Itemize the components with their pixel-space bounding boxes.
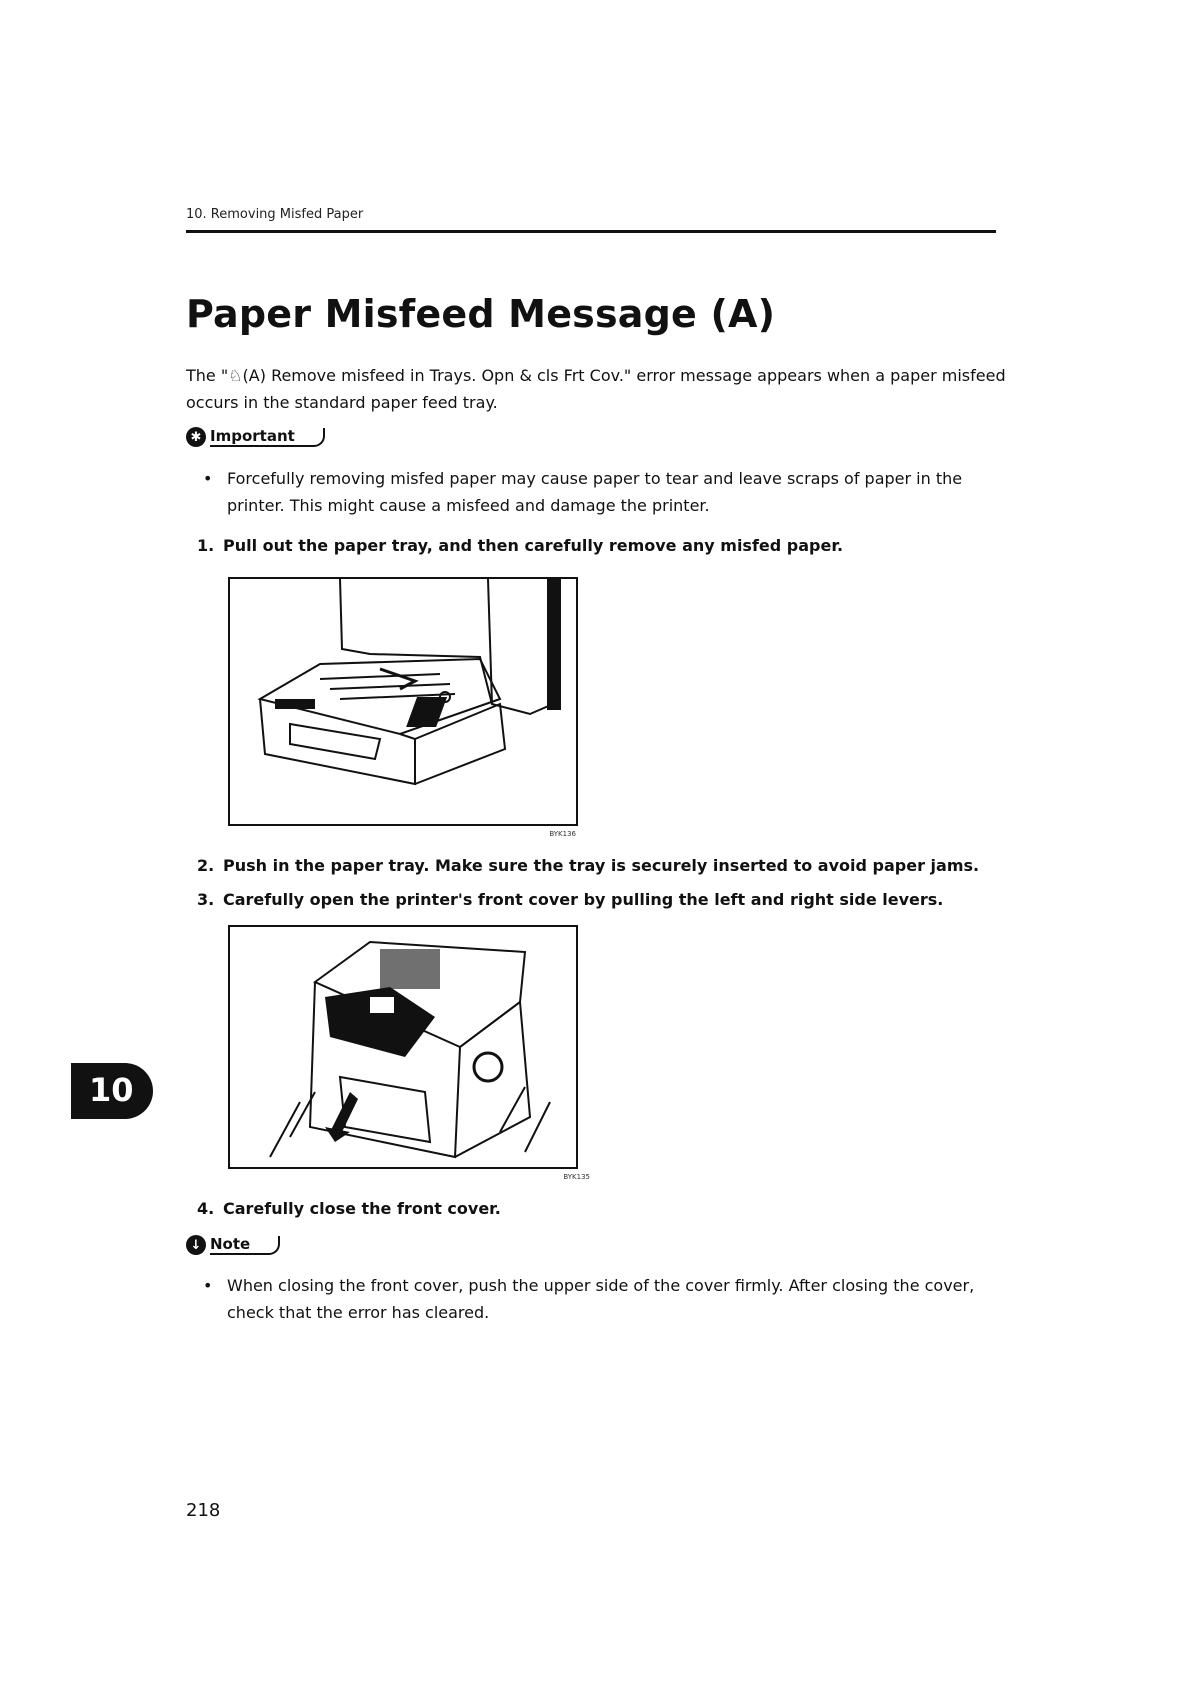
printer-drawing bbox=[230, 927, 576, 1167]
note-label: Note bbox=[210, 1236, 280, 1255]
figure-code: BYK135 bbox=[563, 1173, 590, 1181]
note-callout bbox=[186, 1234, 280, 1256]
step-number: 1. bbox=[197, 536, 215, 555]
step-text: Pull out the paper tray, and then carefully remove any misfed paper. bbox=[223, 536, 844, 555]
note-bullet bbox=[203, 1272, 1003, 1326]
step-number: 4. bbox=[197, 1199, 215, 1218]
important-label: Important bbox=[210, 428, 325, 447]
step-4 bbox=[197, 1199, 997, 1218]
step-text: Carefully open the printer's front cover by pulling the left and right side levers. bbox=[223, 890, 944, 909]
step-text: Push in the paper tray. Make sure the tray is securely inserted to avoid paper jams. bbox=[223, 856, 980, 875]
step-3 bbox=[197, 890, 997, 909]
step-1 bbox=[197, 536, 997, 555]
paper-tray-illustration bbox=[228, 577, 578, 838]
page-title: Paper Misfeed Message (A) bbox=[186, 292, 776, 336]
chapter-number: 10 bbox=[89, 1071, 134, 1109]
important-bullet-text: Forcefully removing misfed paper may cause paper to tear and leave scraps of paper in the printer. This might cause a misfeed and damage the printer. bbox=[227, 469, 963, 515]
bullet-dot: • bbox=[203, 1276, 213, 1295]
paper-tray-drawing bbox=[230, 579, 576, 824]
step-text: Carefully close the front cover. bbox=[223, 1199, 501, 1218]
header-rule bbox=[186, 230, 996, 233]
important-icon: ✱ bbox=[186, 427, 206, 447]
figure-code: BYK136 bbox=[549, 830, 576, 838]
note-icon: ↓ bbox=[186, 1235, 206, 1255]
page-number: 218 bbox=[186, 1500, 221, 1521]
bullet-dot: • bbox=[203, 469, 213, 488]
note-bullet-text: When closing the front cover, push the upper side of the cover firmly. After closing the cover, check that the error has cleared. bbox=[227, 1276, 975, 1322]
important-callout bbox=[186, 426, 325, 448]
running-head: 10. Removing Misfed Paper bbox=[186, 207, 364, 222]
important-bullet bbox=[203, 465, 1013, 519]
step-number: 3. bbox=[197, 890, 215, 909]
front-cover-illustration bbox=[228, 925, 590, 1181]
chapter-tab bbox=[71, 1063, 153, 1119]
step-2 bbox=[197, 856, 997, 875]
step-number: 2. bbox=[197, 856, 215, 875]
intro-paragraph: The "♘(A) Remove misfeed in Trays. Opn & cls Frt Cov." error message appears when a paper misfeed occurs in the standard paper feed tray. bbox=[186, 366, 1006, 412]
